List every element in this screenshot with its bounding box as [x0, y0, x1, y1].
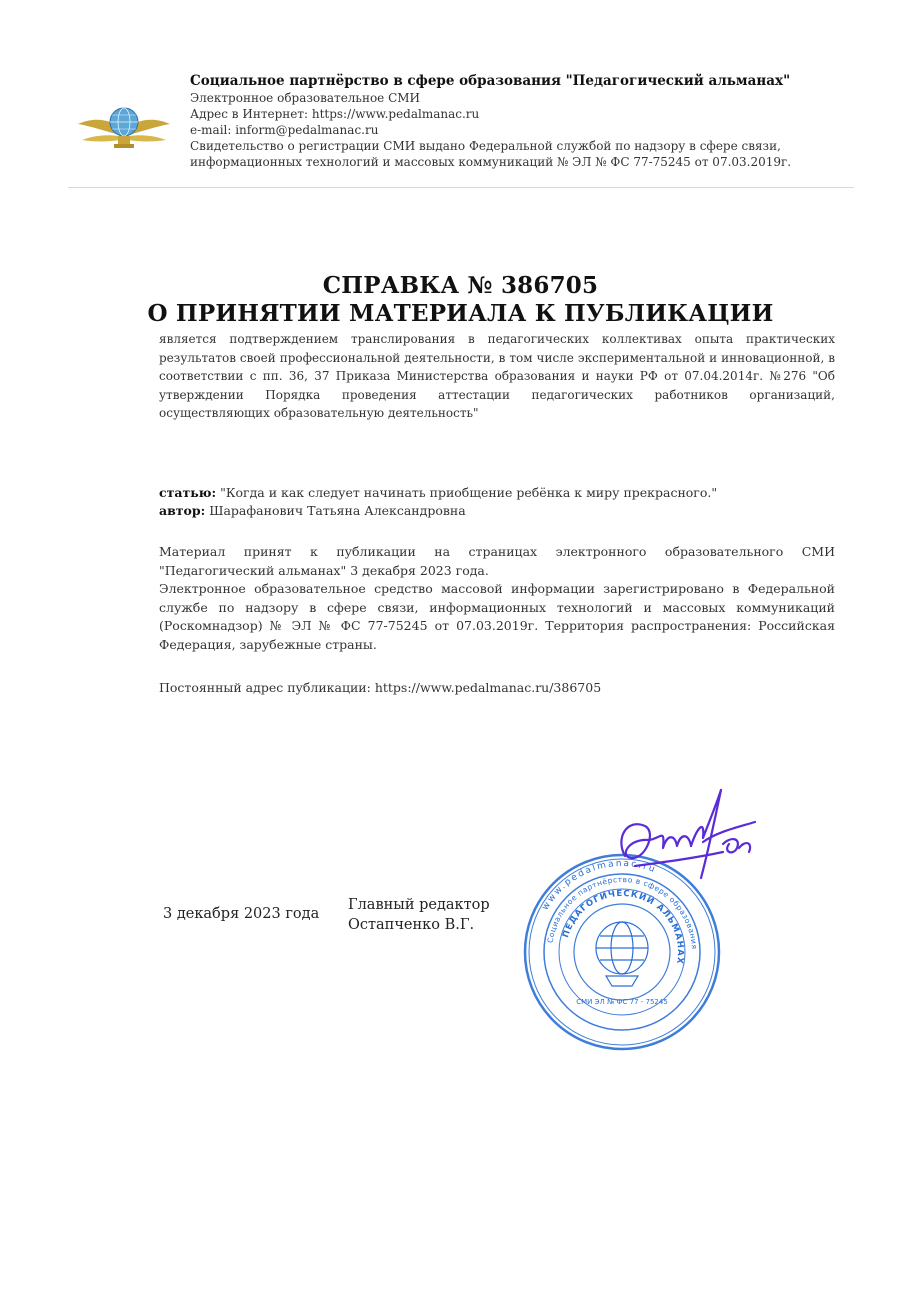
header-divider [68, 187, 854, 188]
stamp-inner-text: ПЕДАГОГИЧЕСКИЙ АЛЬМАНАХ [560, 888, 686, 966]
stamp-ring-text: Социальное партнёрство в сфере образования [545, 874, 699, 950]
organization-header [190, 73, 870, 170]
article-line [159, 485, 717, 500]
media-type: Электронное образовательное СМИ [190, 91, 421, 105]
author-label: автор: [159, 503, 206, 518]
almanac-logo [74, 100, 174, 152]
stamp-registration: СМИ ЭЛ № ФС 77 - 75245 [576, 998, 668, 1006]
issue-date: 3 декабря 2023 года [163, 906, 320, 922]
permanent-link: Постоянный адрес публикации: https://www.pedalmanac.ru/386705 [159, 680, 602, 695]
acceptance-block [159, 543, 835, 655]
registration-line-1: Свидетельство о регистрации СМИ выдано Федеральной службой по надзору в сфере связи, [190, 139, 781, 153]
website-line: Адрес в Интернет: https://www.pedalmanac.ru [190, 107, 480, 121]
article-title: "Когда и как следует начинать приобщение ребёнка к миру прекрасного." [220, 485, 718, 500]
stamp-outer-text: www.pedalmanac.ru [540, 858, 658, 913]
acceptance-paragraph: Материал принят к публикации на страницах электронного образовательного СМИ "Педагогический альманах" 3 декабря 2023 года. [159, 544, 835, 578]
document-title: СПРАВКА № 386705 [322, 272, 599, 299]
editor-name: Остапченко В.Г. [348, 917, 475, 933]
registration-line-2: информационных технологий и массовых коммуникаций № ЭЛ № ФС 77-75245 от 07.03.2019г. [190, 155, 792, 169]
editor-signature [605, 778, 765, 898]
registration-paragraph: Электронное образовательное средство массовой информации зарегистрировано в Федеральной службе по надзору в сфере связи, информационных технологий и массовых коммуникаций (Роскомнадзор) № ЭЛ № ФС 77-75245 от 07.03.2019г. Территория распространения: Российская Федерация, зарубежные страны. [159, 581, 835, 652]
editor-title: Главный редактор [348, 897, 490, 913]
author-name: Шарафанович Татьяна Александровна [209, 503, 466, 518]
author-line [159, 503, 466, 518]
email-line: e-mail: inform@pedalmanac.ru [190, 123, 379, 137]
document-subtitle: О ПРИНЯТИИ МАТЕРИАЛА К ПУБЛИКАЦИИ [147, 300, 774, 327]
article-label: статью: [159, 485, 217, 500]
intro-paragraph: является подтверждением транслирования в педагогических коллективах опыта практических результатов своей профессиональной деятельности, в том числе экспериментальной и инновационной, в соответствии с пп. 36, 37 Приказа Министерства образования и науки РФ от 07.04.2014г. №276 "Об утверждении Порядка проведения аттестации педагогических работников организаций, осуществляющих образовательную деятельность" [159, 332, 835, 421]
organization-name: Социальное партнёрство в сфере образования "Педагогический альманах" [190, 73, 791, 89]
